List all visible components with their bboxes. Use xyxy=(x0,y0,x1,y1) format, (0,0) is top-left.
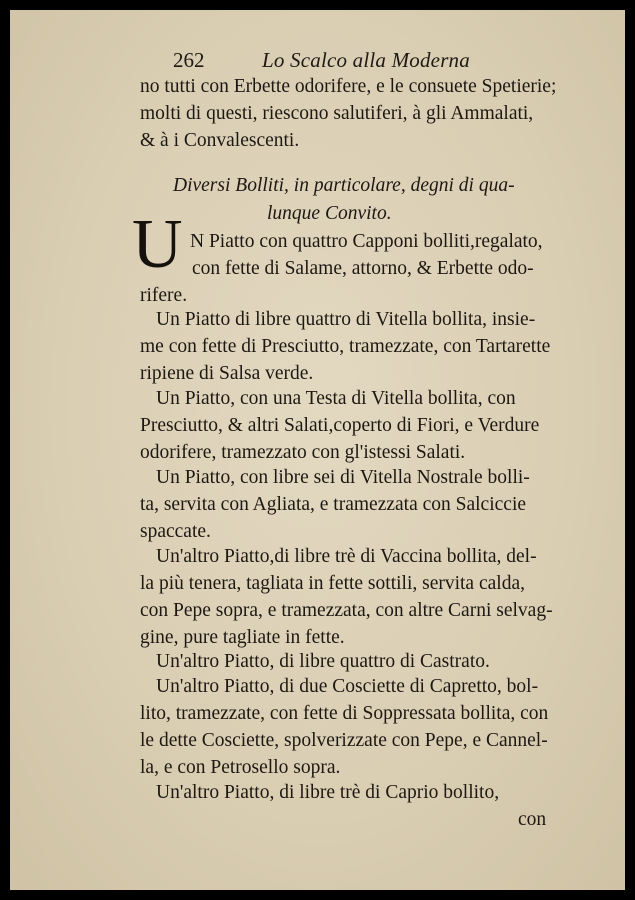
paragraph-line: Un'altro Piatto, di libre quattro di Castrato. xyxy=(156,651,490,672)
paragraph-line: N Piatto con quattro Capponi bolliti,regalato, xyxy=(190,231,543,252)
paragraph-line: ripiene di Salsa verde. xyxy=(140,363,314,384)
page-header xyxy=(10,48,625,74)
paragraph-line: Un Piatto di libre quattro di Vitella bollita, insie- xyxy=(156,309,536,330)
paragraph-line: Presciutto, & altri Salati,coperto di Fiori, e Verdure xyxy=(140,415,540,436)
paragraph-line: odorifere, tramezzato con gl'istessi Salati. xyxy=(140,442,466,463)
paragraph-line: Un'altro Piatto,di libre trè di Vaccina bollita, del- xyxy=(156,546,537,567)
page-number: 262 xyxy=(173,48,205,72)
intro-line: no tutti con Erbette odorifere, e le consuete Spetierie; xyxy=(140,76,557,97)
running-title: Lo Scalco alla Moderna xyxy=(262,48,470,72)
paragraph-line: con Pepe sopra, e tramezzata, con altre Carni selvag- xyxy=(140,600,553,621)
book-page xyxy=(10,10,625,890)
paragraph-line: gine, pure tagliate in fette. xyxy=(140,627,345,648)
paragraph-line: la più tenera, tagliata in fette sottili, servita calda, xyxy=(140,573,525,594)
paragraph-line: Un Piatto, con libre sei di Vitella Nostrale bolli- xyxy=(156,467,530,488)
paragraph-line: rifere. xyxy=(140,285,188,306)
section-title-line: lunque Convito. xyxy=(267,203,392,224)
section-title-line: Diversi Bolliti, in particolare, degni di qua- xyxy=(173,175,515,196)
paragraph-line: spaccate. xyxy=(140,521,211,542)
catchword: con xyxy=(518,809,547,830)
paragraph-line: me con fette di Presciutto, tramezzate, con Tartarette xyxy=(140,336,551,357)
paragraph-line: Un'altro Piatto, di libre trè di Caprio bollito, xyxy=(156,782,500,803)
paragraph-line: lito, tramezzate, con fette di Soppressata bollita, con xyxy=(140,703,549,724)
paragraph-line: con fette di Salame, attorno, & Erbette odo- xyxy=(192,258,534,279)
paragraph-line: Un Piatto, con una Testa di Vitella bollita, con xyxy=(156,388,516,409)
intro-line: & à i Convalescenti. xyxy=(140,130,300,151)
intro-line: molti di questi, riescono salutiferi, à gli Ammalati, xyxy=(140,103,534,124)
paragraph-line: ta, servita con Agliata, e tramezzata con Salciccie xyxy=(140,494,527,515)
paragraph-line: la, e con Petrosello sopra. xyxy=(140,757,341,778)
drop-cap: U xyxy=(132,206,183,283)
paragraph-line: le dette Cosciette, spolverizzate con Pepe, e Cannel- xyxy=(140,730,548,751)
paragraph-line: Un'altro Piatto, di due Cosciette di Capretto, bol- xyxy=(156,676,539,697)
